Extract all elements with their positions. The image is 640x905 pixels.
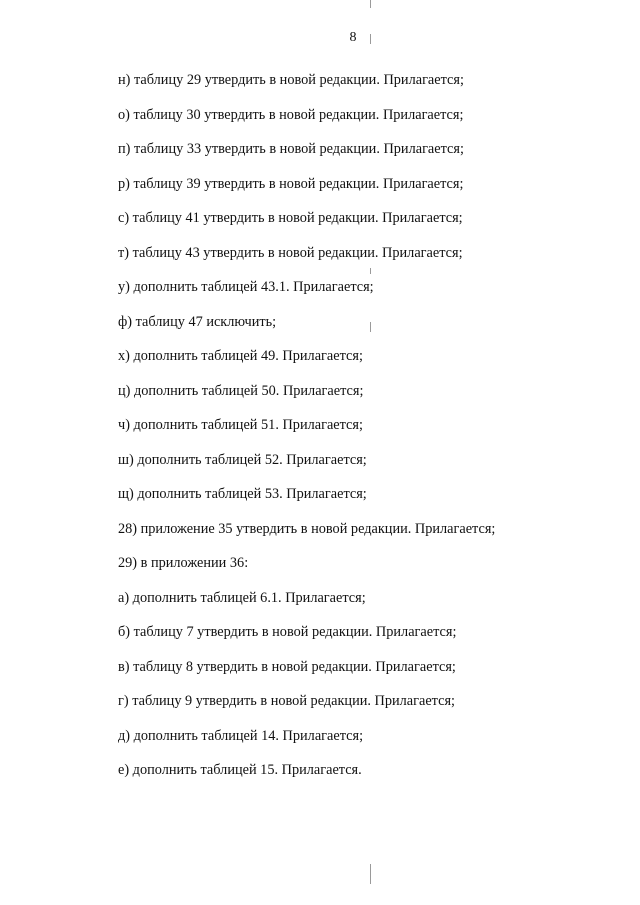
text-line: т) таблицу 43 утвердить в новой редакции. Прилагается; <box>118 244 463 261</box>
text-line: х) дополнить таблицей 49. Прилагается; <box>118 348 363 364</box>
document-body <box>118 72 598 797</box>
text-line: в) таблицу 8 утвердить в новой редакции. Прилагается; <box>118 658 456 675</box>
text-line: г) таблицу 9 утвердить в новой редакции. Прилагается; <box>118 693 456 709</box>
text-line: ч) дополнить таблицей 51. Прилагается; <box>118 417 363 433</box>
text-line: 28) приложение 35 утвердить в новой редакции. Прилагается; <box>118 520 496 537</box>
text-line: р) таблицу 39 утвердить в новой редакции. Прилагается; <box>118 175 464 192</box>
text-line: ц) дополнить таблицей 50. Прилагается; <box>118 382 364 399</box>
text-line: е) дополнить таблицей 15. Прилагается. <box>118 762 362 778</box>
text-line: 29) в приложении 36: <box>118 555 249 571</box>
text-line: д) дополнить таблицей 14. Прилагается; <box>118 727 364 744</box>
scan-speck <box>370 0 371 8</box>
text-line: щ) дополнить таблицей 53. Прилагается; <box>118 486 367 502</box>
page-number: 8 <box>349 30 357 45</box>
text-line: ш) дополнить таблицей 52. Прилагается; <box>118 451 367 468</box>
text-line: ф) таблицу 47 исключить; <box>118 313 277 330</box>
text-line: н) таблицу 29 утвердить в новой редакции. Прилагается; <box>118 72 464 88</box>
text-line: у) дополнить таблицей 43.1. Прилагается; <box>118 279 374 295</box>
text-line: б) таблицу 7 утвердить в новой редакции. Прилагается; <box>118 624 457 640</box>
text-line: п) таблицу 33 утвердить в новой редакции. Прилагается; <box>118 141 464 157</box>
scan-speck <box>370 34 371 44</box>
text-line: а) дополнить таблицей 6.1. Прилагается; <box>118 589 366 606</box>
scan-speck <box>370 864 371 884</box>
scan-speck <box>370 322 371 332</box>
scan-speck <box>370 268 371 274</box>
text-line: с) таблицу 41 утвердить в новой редакции. Прилагается; <box>118 210 463 226</box>
text-line: о) таблицу 30 утвердить в новой редакции. Прилагается; <box>118 106 464 123</box>
